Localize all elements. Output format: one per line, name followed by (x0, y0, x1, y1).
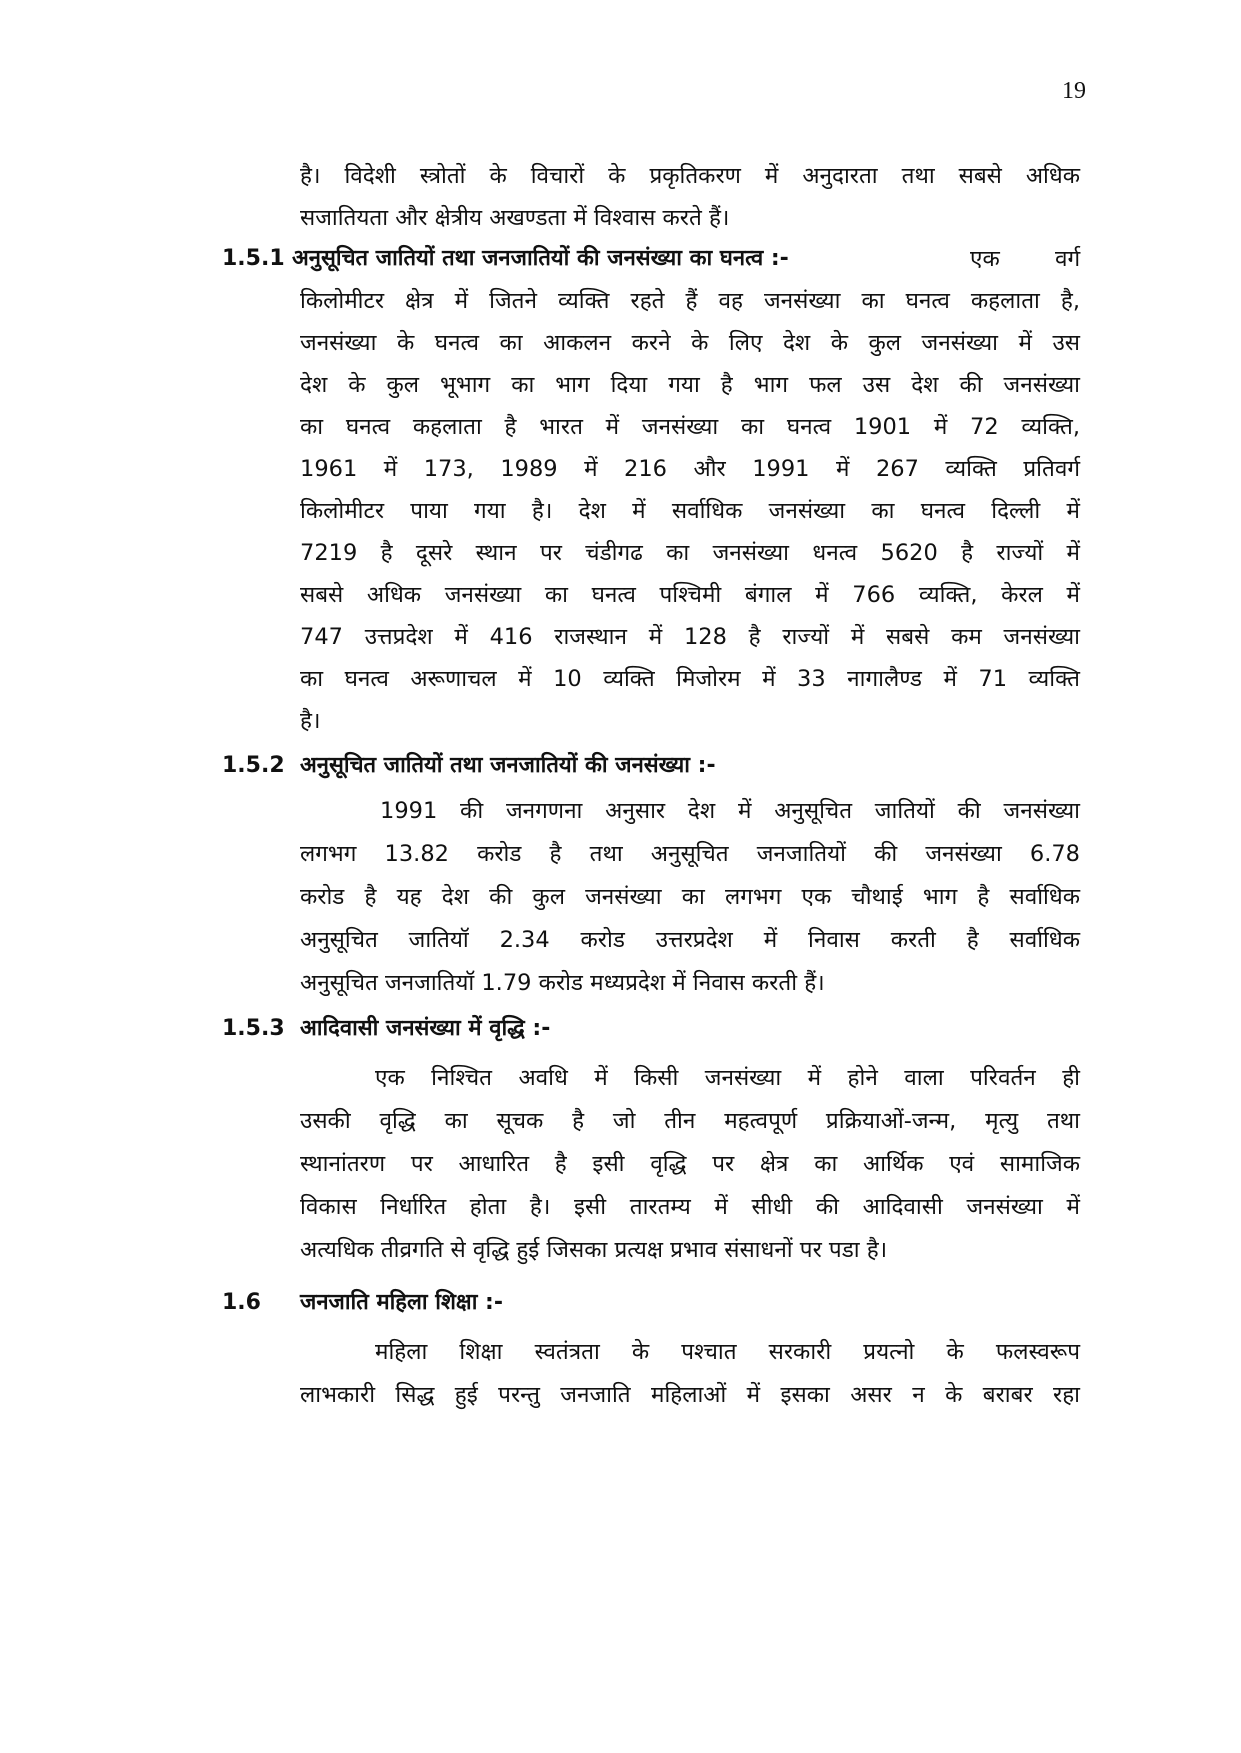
text-line: 1961 में 173, 1989 में 216 और 1991 में 267 व्यक्ति प्रतिवर्ग (300, 456, 1080, 482)
page-number: 19 (1062, 78, 1086, 104)
text-line: जनसंख्या के घनत्व का आकलन करने के लिए देश के कुल जनसंख्या में उस (300, 330, 1080, 356)
text-line: अनुसूचित जनजातियॉ 1.79 करोड मध्यप्रदेश में निवास करती हैं। (300, 970, 825, 996)
text-line: सजातियता और क्षेत्रीय अखण्डता में विश्वास करते हैं। (300, 205, 730, 231)
text-line: सबसे अधिक जनसंख्या का घनत्व पश्चिमी बंगाल में 766 व्यक्ति, केरल में (300, 582, 1080, 608)
text-line: है। (300, 708, 321, 734)
text-line: विकास निर्धारित होता है। इसी तारतम्य में सीधी की आदिवासी जनसंख्या में (300, 1194, 1080, 1220)
section-heading (222, 1014, 551, 1044)
text-line: एक निश्चित अवधि में किसी जनसंख्या में होने वाला परिवर्तन ही (375, 1065, 1080, 1091)
text-line: अनुसूचित जातियॉ 2.34 करोड उत्तरप्रदेश में निवास करती है सर्वाधिक (300, 927, 1080, 953)
text-line: लाभकारी सिद्ध हुई परन्तु जनजाति महिलाओं में इसका असर न के बराबर रहा (300, 1382, 1080, 1408)
section-title: अनुसूचित जातियों तथा जनजातियों की जनसंख्या :- (300, 753, 716, 778)
section-title: आदिवासी जनसंख्या में वृद्धि :- (300, 1016, 551, 1041)
text-line: 7219 है दूसरे स्थान पर चंडीगढ का जनसंख्या धनत्व 5620 है राज्यों में (300, 540, 1080, 566)
section-heading (222, 1288, 503, 1318)
text-line: है। विदेशी स्त्रोतों के विचारों के प्रकृतिकरण में अनुदारता तथा सबसे अधिक (300, 163, 1080, 189)
section-number: 1.5.3 (222, 1016, 285, 1041)
section-number: 1.6 (222, 1290, 261, 1315)
text-line: देश के कुल भूभाग का भाग दिया गया है भाग फल उस देश की जनसंख्या (300, 372, 1080, 398)
text-line: करोड है यह देश की कुल जनसंख्या का लगभग एक चौथाई भाग है सर्वाधिक (300, 884, 1080, 910)
text-line: किलोमीटर पाया गया है। देश में सर्वाधिक जनसंख्या का घनत्व दिल्ली में (300, 498, 1080, 524)
text-line: किलोमीटर क्षेत्र में जितने व्यक्ति रहते हैं वह जनसंख्या का घनत्व कहलाता है, (300, 288, 1080, 314)
text-line: महिला शिक्षा स्वतंत्रता के पश्चात सरकारी प्रयत्नो के फलस्वरूप (375, 1339, 1080, 1365)
text-line: स्थानांतरण पर आधारित है इसी वृद्धि पर क्षेत्र का आर्थिक एवं सामाजिक (300, 1151, 1080, 1177)
section-heading (222, 751, 716, 781)
text-line: का घनत्व अरूणाचल में 10 व्यक्ति मिजोरम में 33 नागालैण्ड में 71 व्यक्ति (300, 666, 1080, 692)
section-title: अनुसूचित जातियों तथा जनजातियों की जनसंख्या का घनत्व :- (292, 246, 789, 271)
section-heading (222, 244, 789, 274)
text-word: एक (970, 246, 1000, 272)
text-line: लगभग 13.82 करोड है तथा अनुसूचित जनजातियों की जनसंख्या 6.78 (300, 841, 1080, 867)
section-number: 1.5.2 (222, 753, 285, 778)
section-number: 1.5.1 (222, 246, 285, 271)
text-line: 1991 की जनगणना अनुसार देश में अनुसूचित जातियों की जनसंख्या (380, 798, 1080, 824)
text-word: वर्ग (1055, 246, 1081, 272)
text-line: उसकी वृद्धि का सूचक है जो तीन महत्वपूर्ण प्रक्रियाओं-जन्म, मृत्यु तथा (300, 1108, 1080, 1134)
text-line: 747 उत्तप्रदेश में 416 राजस्थान में 128 है राज्यों में सबसे कम जनसंख्या (300, 624, 1080, 650)
section-title: जनजाति महिला शिक्षा :- (300, 1290, 503, 1315)
text-line: अत्यधिक तीव्रगति से वृद्धि हुई जिसका प्रत्यक्ष प्रभाव संसाधनों पर पडा है। (300, 1237, 888, 1263)
text-line: का घनत्व कहलाता है भारत में जनसंख्या का घनत्व 1901 में 72 व्यक्ति, (300, 414, 1080, 440)
